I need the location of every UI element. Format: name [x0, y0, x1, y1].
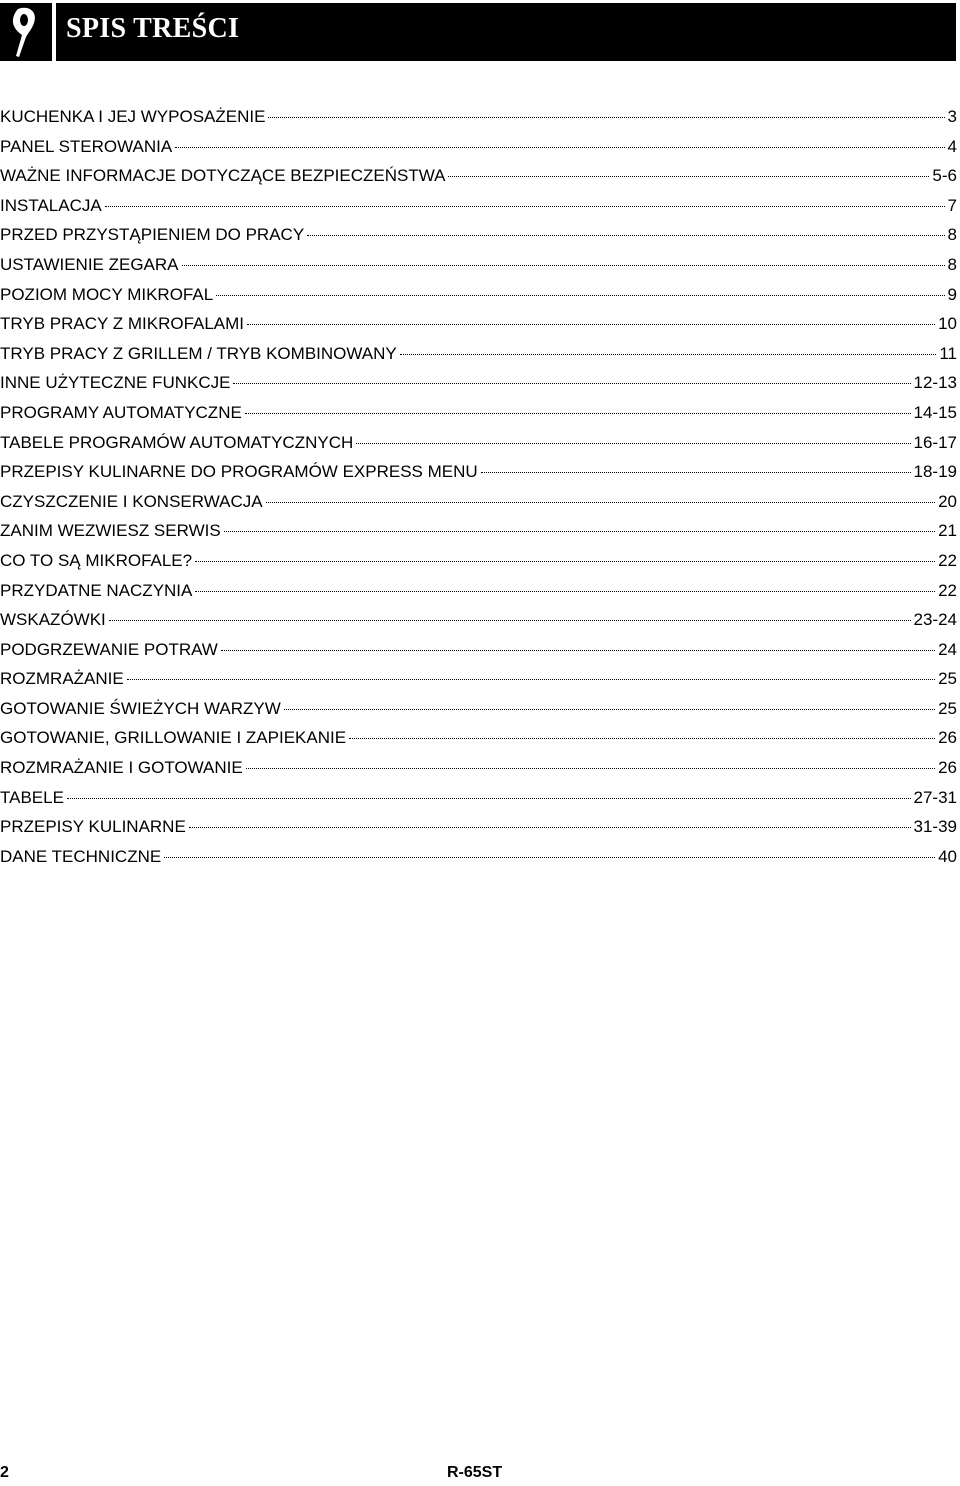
toc-entry-label: PROGRAMY AUTOMATYCZNE	[0, 402, 242, 422]
toc-entry-page: 18-19	[913, 462, 957, 482]
toc-entry-page: 8	[947, 254, 957, 274]
toc-leader-dots	[189, 827, 911, 828]
toc-entry-page: 23-24	[913, 610, 957, 630]
toc-entry[interactable]	[0, 783, 957, 813]
toc-leader-dots	[356, 443, 910, 444]
toc-entry[interactable]	[0, 339, 957, 369]
header-icon-box	[0, 3, 52, 61]
toc-entry-page: 12-13	[913, 373, 957, 393]
toc-leader-dots	[109, 620, 911, 621]
toc-leader-dots	[195, 591, 935, 592]
toc-leader-dots	[105, 206, 945, 207]
toc-entry[interactable]	[0, 516, 957, 546]
toc-leader-dots	[224, 531, 935, 532]
toc-entry[interactable]	[0, 605, 957, 635]
toc-entry-page: 8	[947, 225, 957, 245]
toc-entry-label: WAŻNE INFORMACJE DOTYCZĄCE BEZPIECZEŃSTWA	[0, 166, 446, 186]
toc-entry[interactable]	[0, 191, 957, 221]
toc-entry[interactable]	[0, 428, 957, 458]
toc-entry-label: KUCHENKA I JEJ WYPOSAŻENIE	[0, 107, 266, 126]
toc-entry-page: 9	[947, 284, 957, 304]
header-separator	[52, 3, 56, 61]
toc-leader-dots	[246, 768, 935, 769]
toc-entry[interactable]	[0, 546, 957, 576]
toc-entry-label: TRYB PRACY Z GRILLEM / TRYB KOMBINOWANY	[0, 343, 397, 363]
toc-entry-page: 27-31	[913, 787, 957, 807]
toc-entry-page: 7	[947, 195, 957, 215]
toc-entry[interactable]	[0, 368, 957, 398]
toc-entry-label: TABELE PROGRAMÓW AUTOMATYCZNYCH	[0, 432, 354, 452]
toc-entry-page: 3	[947, 107, 957, 126]
toc-entry[interactable]	[0, 694, 957, 724]
toc-entry-label: INSTALACJA	[0, 195, 102, 215]
toc-entry[interactable]	[0, 220, 957, 250]
toc-entry[interactable]	[0, 457, 957, 487]
toc-entry-label: USTAWIENIE ZEGARA	[0, 254, 179, 274]
toc-entry-page: 25	[938, 669, 957, 689]
toc-leader-dots	[221, 650, 935, 651]
toc-leader-dots	[175, 147, 944, 148]
toc-entry-page: 26	[938, 758, 957, 778]
toc-entry[interactable]	[0, 753, 957, 783]
toc-entry-page: 21	[938, 521, 957, 541]
toc-entry-label: PRZYDATNE NACZYNIA	[0, 580, 193, 600]
toc-leader-dots	[216, 295, 944, 296]
toc-entry[interactable]	[0, 280, 957, 310]
toc-leader-dots	[307, 235, 944, 236]
toc-leader-dots	[481, 472, 911, 473]
footer-model-name: R-65ST	[447, 1464, 503, 1481]
toc-entry-label: INNE UŻYTECZNE FUNKCJE	[0, 373, 231, 393]
pin-icon	[4, 5, 48, 59]
toc-entry-page: 26	[938, 728, 957, 748]
toc-leader-dots	[195, 561, 935, 562]
toc-entry-label: DANE TECHNICZNE	[0, 846, 162, 866]
toc-entry-page: 24	[938, 639, 957, 659]
toc-leader-dots	[284, 709, 935, 710]
toc-entry-label: PRZEPISY KULINARNE DO PROGRAMÓW EXPRESS MENU	[0, 462, 478, 482]
table-of-contents	[0, 102, 957, 871]
toc-entry-label: PRZED PRZYSTĄPIENIEM DO PRACY	[0, 225, 305, 245]
toc-entry-page: 10	[938, 314, 957, 334]
toc-entry-label: CZYSZCZENIE I KONSERWACJA	[0, 491, 263, 511]
toc-entry-label: TRYB PRACY Z MIKROFALAMI	[0, 314, 245, 334]
toc-entry-label: GOTOWANIE, GRILLOWANIE I ZAPIEKANIE	[0, 728, 347, 748]
page-title: SPIS TREŚCI	[66, 13, 240, 44]
toc-entry-page: 11	[939, 343, 957, 363]
toc-entry-label: CO TO SĄ MIKROFALE?	[0, 550, 193, 570]
toc-entry[interactable]	[0, 635, 957, 665]
toc-leader-dots	[247, 324, 935, 325]
toc-leader-dots	[448, 176, 929, 177]
toc-leader-dots	[349, 738, 935, 739]
page-header	[0, 3, 956, 61]
toc-entry[interactable]	[0, 309, 957, 339]
toc-entry-page: 40	[938, 846, 957, 866]
toc-entry-label: TABELE	[0, 787, 64, 807]
footer-page-number: 2	[0, 1464, 9, 1481]
toc-leader-dots	[182, 265, 945, 266]
toc-entry-page: 25	[938, 698, 957, 718]
toc-entry-label: ZANIM WEZWIESZ SERWIS	[0, 521, 221, 541]
toc-leader-dots	[67, 798, 911, 799]
toc-entry[interactable]	[0, 250, 957, 280]
toc-entry[interactable]	[0, 842, 957, 872]
toc-entry-page: 31-39	[913, 817, 957, 837]
toc-leader-dots	[245, 413, 911, 414]
toc-entry-page: 5-6	[932, 166, 957, 186]
toc-entry-page: 16-17	[913, 432, 957, 452]
toc-leader-dots	[164, 857, 935, 858]
toc-entry-label: POZIOM MOCY MIKROFAL	[0, 284, 214, 304]
toc-leader-dots	[127, 679, 935, 680]
toc-entry-label: PANEL STEROWANIA	[0, 136, 173, 156]
toc-entry-label: GOTOWANIE ŚWIEŻYCH WARZYW	[0, 698, 281, 718]
toc-entry[interactable]	[0, 398, 957, 428]
toc-entry[interactable]	[0, 487, 957, 517]
toc-entry[interactable]	[0, 102, 957, 132]
toc-entry-label: ROZMRAŻANIE I GOTOWANIE	[0, 758, 243, 778]
toc-entry[interactable]	[0, 161, 957, 191]
toc-entry-label: ROZMRAŻANIE	[0, 669, 124, 689]
toc-leader-dots	[400, 354, 937, 355]
toc-entry-label: PRZEPISY KULINARNE	[0, 817, 186, 837]
toc-entry-label: WSKAZÓWKI	[0, 610, 106, 630]
toc-leader-dots	[266, 502, 935, 503]
toc-entry-page: 14-15	[913, 402, 957, 422]
toc-entry-label: PODGRZEWANIE POTRAW	[0, 639, 218, 659]
toc-entry-page: 22	[938, 550, 957, 570]
toc-entry[interactable]	[0, 723, 957, 753]
toc-leader-dots	[233, 383, 910, 384]
toc-leader-dots	[268, 117, 944, 118]
toc-entry[interactable]	[0, 132, 957, 162]
toc-entry[interactable]	[0, 812, 957, 842]
toc-entry-page: 4	[947, 136, 957, 156]
toc-entry-page: 20	[938, 491, 957, 511]
toc-entry[interactable]	[0, 576, 957, 606]
toc-entry[interactable]	[0, 664, 957, 694]
toc-entry-page: 22	[938, 580, 957, 600]
